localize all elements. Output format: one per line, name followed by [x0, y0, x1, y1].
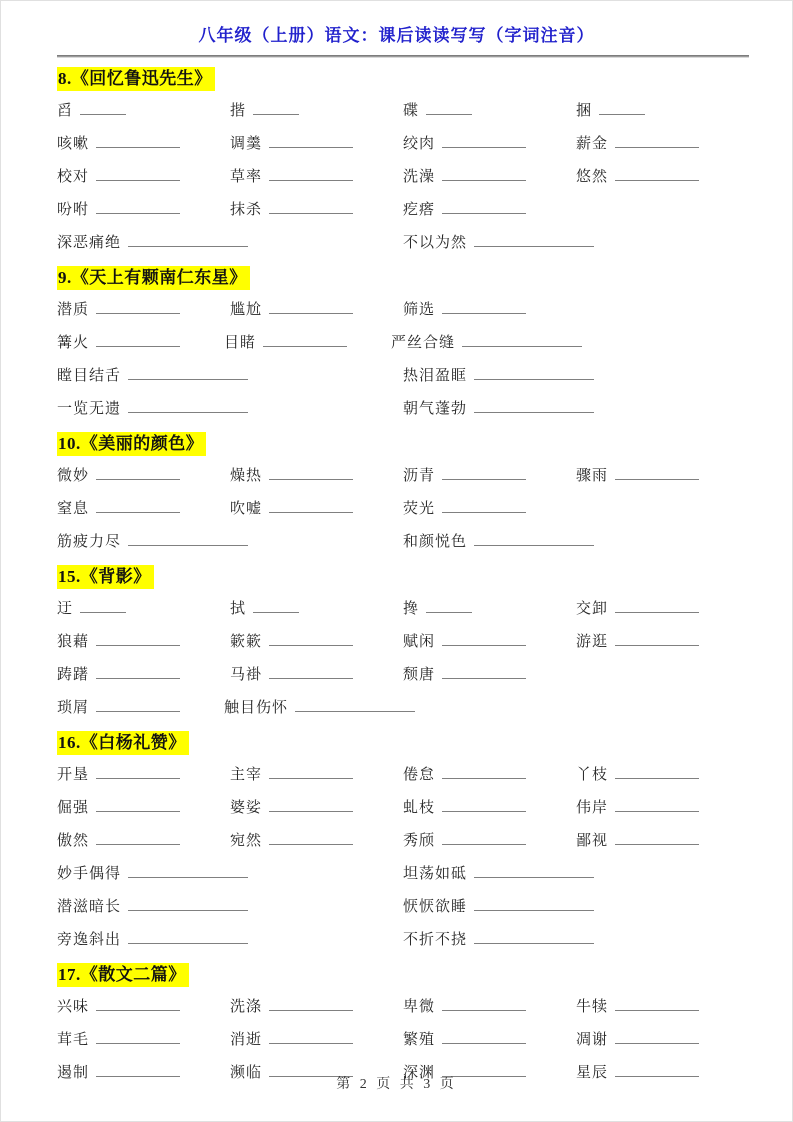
- section-title: 15.《背影》: [57, 565, 154, 589]
- pinyin-blank: [269, 798, 353, 812]
- word-entry: [403, 99, 576, 120]
- pinyin-blank: [615, 466, 699, 480]
- word-entry: [576, 464, 749, 485]
- word-label: 兴味: [57, 999, 90, 1015]
- pinyin-blank: [128, 864, 248, 878]
- document-title: 八年级（上册）语文：课后读读写写（字词注音）: [198, 26, 595, 45]
- word-label: 窒息: [57, 501, 90, 517]
- pinyin-blank: [442, 466, 526, 480]
- pinyin-blank: [442, 134, 526, 148]
- word-label: 宛然: [230, 833, 263, 849]
- section-title: 17.《散文二篇》: [57, 963, 189, 987]
- word-label: 傲然: [57, 833, 90, 849]
- word-row: [57, 790, 749, 823]
- word-row: [57, 225, 749, 258]
- pinyin-blank: [474, 233, 594, 247]
- word-label: 和颜悦色: [403, 534, 468, 550]
- pinyin-blank: [80, 599, 126, 613]
- word-row: [57, 690, 749, 723]
- word-label: 拭: [230, 601, 247, 617]
- word-entry: [576, 630, 749, 651]
- section-title: 9.《天上有颗南仁东星》: [57, 266, 250, 290]
- word-label: 踌躇: [57, 667, 90, 683]
- word-label: 赋闲: [403, 634, 436, 650]
- pinyin-blank: [269, 765, 353, 779]
- lesson-section: [57, 955, 749, 1088]
- word-label: 热泪盈眶: [403, 368, 468, 384]
- word-label: 疙瘩: [403, 202, 436, 218]
- word-entry: [57, 331, 224, 352]
- word-entry: [57, 597, 230, 618]
- word-label: 迂: [57, 601, 74, 617]
- word-row: [57, 491, 749, 524]
- word-entry: [403, 364, 594, 385]
- word-label: 伟岸: [576, 800, 609, 816]
- document-header: [1, 1, 792, 57]
- pinyin-blank: [615, 1030, 699, 1044]
- pinyin-blank: [442, 167, 526, 181]
- word-entry: [57, 1028, 230, 1049]
- word-label: 吩咐: [57, 202, 90, 218]
- pinyin-blank: [615, 997, 699, 1011]
- word-label: 遏制: [57, 1065, 90, 1081]
- word-entry: [576, 995, 749, 1016]
- word-row: [57, 624, 749, 657]
- lesson-section: [57, 723, 749, 955]
- page-footer: 第 2 页 共 3 页: [336, 1077, 457, 1092]
- pinyin-blank: [474, 532, 594, 546]
- word-entry: [403, 298, 576, 319]
- pinyin-blank: [96, 134, 180, 148]
- word-label: 婆娑: [230, 800, 263, 816]
- word-label: 丫枝: [576, 767, 609, 783]
- pinyin-blank: [128, 366, 248, 380]
- pinyin-blank: [269, 300, 353, 314]
- word-entry: [230, 1028, 403, 1049]
- word-row: [57, 823, 749, 856]
- pinyin-blank: [442, 1030, 526, 1044]
- word-entry: [403, 464, 576, 485]
- word-label: 咳嗽: [57, 136, 90, 152]
- word-label: 调羹: [230, 136, 263, 152]
- pinyin-blank: [96, 300, 180, 314]
- word-label: 恹恹欲睡: [403, 899, 468, 915]
- word-entry: [57, 530, 248, 551]
- word-label: 洗涤: [230, 999, 263, 1015]
- pinyin-blank: [128, 399, 248, 413]
- pinyin-blank: [96, 333, 180, 347]
- pinyin-blank: [474, 897, 594, 911]
- word-entry: [224, 696, 415, 717]
- pinyin-blank: [442, 300, 526, 314]
- pinyin-blank: [615, 134, 699, 148]
- pinyin-blank: [269, 499, 353, 513]
- word-entry: [576, 796, 749, 817]
- pinyin-blank: [426, 599, 472, 613]
- word-entry: [57, 231, 248, 252]
- word-label: 马褂: [230, 667, 263, 683]
- pinyin-blank: [96, 997, 180, 1011]
- word-entry: [230, 663, 403, 684]
- lesson-section: [57, 557, 749, 723]
- word-entry: [576, 165, 749, 186]
- word-entry: [57, 663, 230, 684]
- word-label: 星辰: [576, 1065, 609, 1081]
- pinyin-blank: [615, 599, 699, 613]
- pinyin-blank: [474, 930, 594, 944]
- word-entry: [576, 132, 749, 153]
- word-row: [57, 93, 749, 126]
- pinyin-blank: [442, 798, 526, 812]
- word-entry: [57, 995, 230, 1016]
- word-entry: [403, 1028, 576, 1049]
- pinyin-blank: [442, 831, 526, 845]
- word-entry: [57, 397, 248, 418]
- word-label: 颓唐: [403, 667, 436, 683]
- word-entry: [403, 895, 594, 916]
- word-entry: [57, 165, 230, 186]
- word-entry: [230, 763, 403, 784]
- pinyin-blank: [128, 930, 248, 944]
- word-entry: [57, 464, 230, 485]
- word-entry: [403, 862, 594, 883]
- pinyin-blank: [615, 798, 699, 812]
- word-label: 目睹: [223, 335, 256, 351]
- word-label: 筛选: [403, 302, 436, 318]
- pinyin-blank: [253, 599, 299, 613]
- word-label: 主宰: [230, 767, 263, 783]
- pinyin-blank: [462, 333, 582, 347]
- word-entry: [57, 763, 230, 784]
- word-entry: [230, 464, 403, 485]
- word-entry: [57, 198, 230, 219]
- word-entry: [57, 497, 230, 518]
- word-label: 秀颀: [403, 833, 436, 849]
- word-row: [57, 458, 749, 491]
- section-title: 16.《白杨礼赞》: [57, 731, 189, 755]
- pinyin-blank: [96, 1030, 180, 1044]
- word-label: 倦怠: [403, 767, 436, 783]
- word-label: 不折不挠: [403, 932, 468, 948]
- pinyin-blank: [442, 200, 526, 214]
- word-entry: [230, 198, 403, 219]
- word-entry: [230, 995, 403, 1016]
- word-entry: [576, 763, 749, 784]
- word-entry: [57, 696, 224, 717]
- pinyin-blank: [128, 897, 248, 911]
- word-entry: [403, 231, 594, 252]
- pinyin-blank: [96, 167, 180, 181]
- word-entry: [57, 796, 230, 817]
- word-label: 荧光: [403, 501, 436, 517]
- word-row: [57, 922, 749, 955]
- lesson-section: [57, 424, 749, 557]
- word-label: 草率: [230, 169, 263, 185]
- pinyin-blank: [269, 200, 353, 214]
- word-label: 尴尬: [230, 302, 263, 318]
- word-label: 不以为然: [403, 235, 468, 251]
- word-entry: [57, 928, 248, 949]
- word-label: 倔强: [57, 800, 90, 816]
- word-label: 揩: [230, 103, 247, 119]
- word-label: 簌簌: [230, 634, 263, 650]
- word-label: 舀: [57, 103, 74, 119]
- word-entry: [224, 331, 391, 352]
- word-entry: [230, 630, 403, 651]
- word-label: 琐屑: [57, 700, 90, 716]
- word-label: 游逛: [576, 634, 609, 650]
- word-row: [57, 524, 749, 557]
- pinyin-blank: [128, 532, 248, 546]
- word-entry: [391, 331, 582, 352]
- word-row: [57, 159, 749, 192]
- word-entry: [403, 630, 576, 651]
- word-label: 悠然: [576, 169, 609, 185]
- word-entry: [403, 530, 594, 551]
- word-entry: [230, 165, 403, 186]
- word-row: [57, 126, 749, 159]
- word-label: 旁逸斜出: [57, 932, 122, 948]
- pinyin-blank: [269, 167, 353, 181]
- word-label: 凋谢: [576, 1032, 609, 1048]
- pinyin-blank: [615, 632, 699, 646]
- section-title: 8.《回忆鲁迅先生》: [57, 67, 215, 91]
- lesson-section: [57, 258, 749, 424]
- word-row: [57, 325, 749, 358]
- pinyin-blank: [269, 134, 353, 148]
- word-entry: [57, 895, 248, 916]
- pinyin-blank: [442, 765, 526, 779]
- word-entry: [403, 497, 576, 518]
- pinyin-blank: [615, 167, 699, 181]
- word-label: 筋疲力尽: [57, 534, 122, 550]
- worksheet-body: [1, 57, 792, 1088]
- word-entry: [230, 796, 403, 817]
- pinyin-blank: [269, 997, 353, 1011]
- word-row: [57, 591, 749, 624]
- pinyin-blank: [615, 765, 699, 779]
- pinyin-blank: [426, 101, 472, 115]
- pinyin-blank: [442, 665, 526, 679]
- word-entry: [403, 165, 576, 186]
- word-row: [57, 657, 749, 690]
- word-label: 潜滋暗长: [57, 899, 122, 915]
- word-entry: [576, 597, 749, 618]
- pinyin-blank: [96, 665, 180, 679]
- word-label: 燥热: [230, 468, 263, 484]
- word-row: [57, 889, 749, 922]
- pinyin-blank: [96, 499, 180, 513]
- word-label: 吹嘘: [230, 501, 263, 517]
- word-label: 卑微: [403, 999, 436, 1015]
- section-title: 10.《美丽的颜色》: [57, 432, 206, 456]
- word-entry: [230, 132, 403, 153]
- pinyin-blank: [295, 698, 415, 712]
- word-label: 薪金: [576, 136, 609, 152]
- pinyin-blank: [269, 665, 353, 679]
- word-entry: [403, 796, 576, 817]
- word-label: 碟: [403, 103, 420, 119]
- word-entry: [230, 99, 403, 120]
- word-label: 一览无遗: [57, 401, 122, 417]
- pinyin-blank: [96, 698, 180, 712]
- word-entry: [230, 298, 403, 319]
- pinyin-blank: [96, 466, 180, 480]
- word-label: 坦荡如砥: [403, 866, 468, 882]
- word-label: 开垦: [57, 767, 90, 783]
- pinyin-blank: [442, 499, 526, 513]
- word-label: 鄙视: [576, 833, 609, 849]
- word-row: [57, 757, 749, 790]
- word-entry: [57, 630, 230, 651]
- word-label: 洗澡: [403, 169, 436, 185]
- word-label: 严丝合缝: [390, 335, 455, 351]
- pinyin-blank: [269, 466, 353, 480]
- pinyin-blank: [474, 399, 594, 413]
- word-label: 触目伤怀: [223, 700, 288, 716]
- word-label: 朝气蓬勃: [403, 401, 468, 417]
- word-label: 篝火: [57, 335, 90, 351]
- word-entry: [403, 663, 576, 684]
- word-label: 牛犊: [576, 999, 609, 1015]
- word-entry: [57, 132, 230, 153]
- word-label: 沥青: [403, 468, 436, 484]
- pinyin-blank: [96, 798, 180, 812]
- pinyin-blank: [269, 831, 353, 845]
- word-entry: [230, 497, 403, 518]
- word-entry: [403, 995, 576, 1016]
- word-label: 狼藉: [57, 634, 90, 650]
- word-entry: [57, 862, 248, 883]
- word-label: 虬枝: [403, 800, 436, 816]
- word-label: 微妙: [57, 468, 90, 484]
- word-row: [57, 856, 749, 889]
- word-label: 繁殖: [403, 1032, 436, 1048]
- pinyin-blank: [96, 200, 180, 214]
- pinyin-blank: [80, 101, 126, 115]
- word-entry: [403, 198, 576, 219]
- pinyin-blank: [442, 632, 526, 646]
- pinyin-blank: [442, 997, 526, 1011]
- word-label: 深恶痛绝: [57, 235, 122, 251]
- word-label: 骤雨: [576, 468, 609, 484]
- pinyin-blank: [96, 831, 180, 845]
- word-entry: [403, 597, 576, 618]
- word-label: 抹杀: [230, 202, 263, 218]
- word-entry: [230, 597, 403, 618]
- word-row: [57, 1022, 749, 1055]
- word-label: 潜质: [57, 302, 90, 318]
- word-row: [57, 192, 749, 225]
- pinyin-blank: [96, 632, 180, 646]
- word-entry: [576, 829, 749, 850]
- word-entry: [230, 829, 403, 850]
- word-row: [57, 292, 749, 325]
- pinyin-blank: [474, 864, 594, 878]
- word-row: [57, 391, 749, 424]
- word-label: 濒临: [230, 1065, 263, 1081]
- pinyin-blank: [615, 831, 699, 845]
- pinyin-blank: [128, 233, 248, 247]
- pinyin-blank: [269, 1030, 353, 1044]
- pinyin-blank: [96, 765, 180, 779]
- word-entry: [57, 298, 230, 319]
- word-label: 绞肉: [403, 136, 436, 152]
- pinyin-blank: [253, 101, 299, 115]
- word-entry: [403, 928, 594, 949]
- word-label: 消逝: [230, 1032, 263, 1048]
- word-row: [57, 358, 749, 391]
- pinyin-blank: [474, 366, 594, 380]
- pinyin-blank: [269, 632, 353, 646]
- pinyin-blank: [263, 333, 347, 347]
- word-entry: [576, 1028, 749, 1049]
- word-label: 交卸: [576, 601, 609, 617]
- word-label: 瞠目结舌: [57, 368, 122, 384]
- pinyin-blank: [599, 101, 645, 115]
- word-entry: [576, 99, 749, 120]
- word-label: 校对: [57, 169, 90, 185]
- word-entry: [403, 397, 594, 418]
- word-entry: [403, 763, 576, 784]
- lesson-section: [57, 59, 749, 258]
- word-label: 搀: [403, 601, 420, 617]
- word-label: 茸毛: [57, 1032, 90, 1048]
- word-entry: [403, 829, 576, 850]
- word-entry: [403, 132, 576, 153]
- word-entry: [57, 829, 230, 850]
- word-entry: [57, 364, 248, 385]
- word-entry: [57, 99, 230, 120]
- word-row: [57, 989, 749, 1022]
- word-label: 妙手偶得: [57, 866, 122, 882]
- word-label: 深渊: [403, 1065, 436, 1081]
- word-label: 捆: [576, 103, 593, 119]
